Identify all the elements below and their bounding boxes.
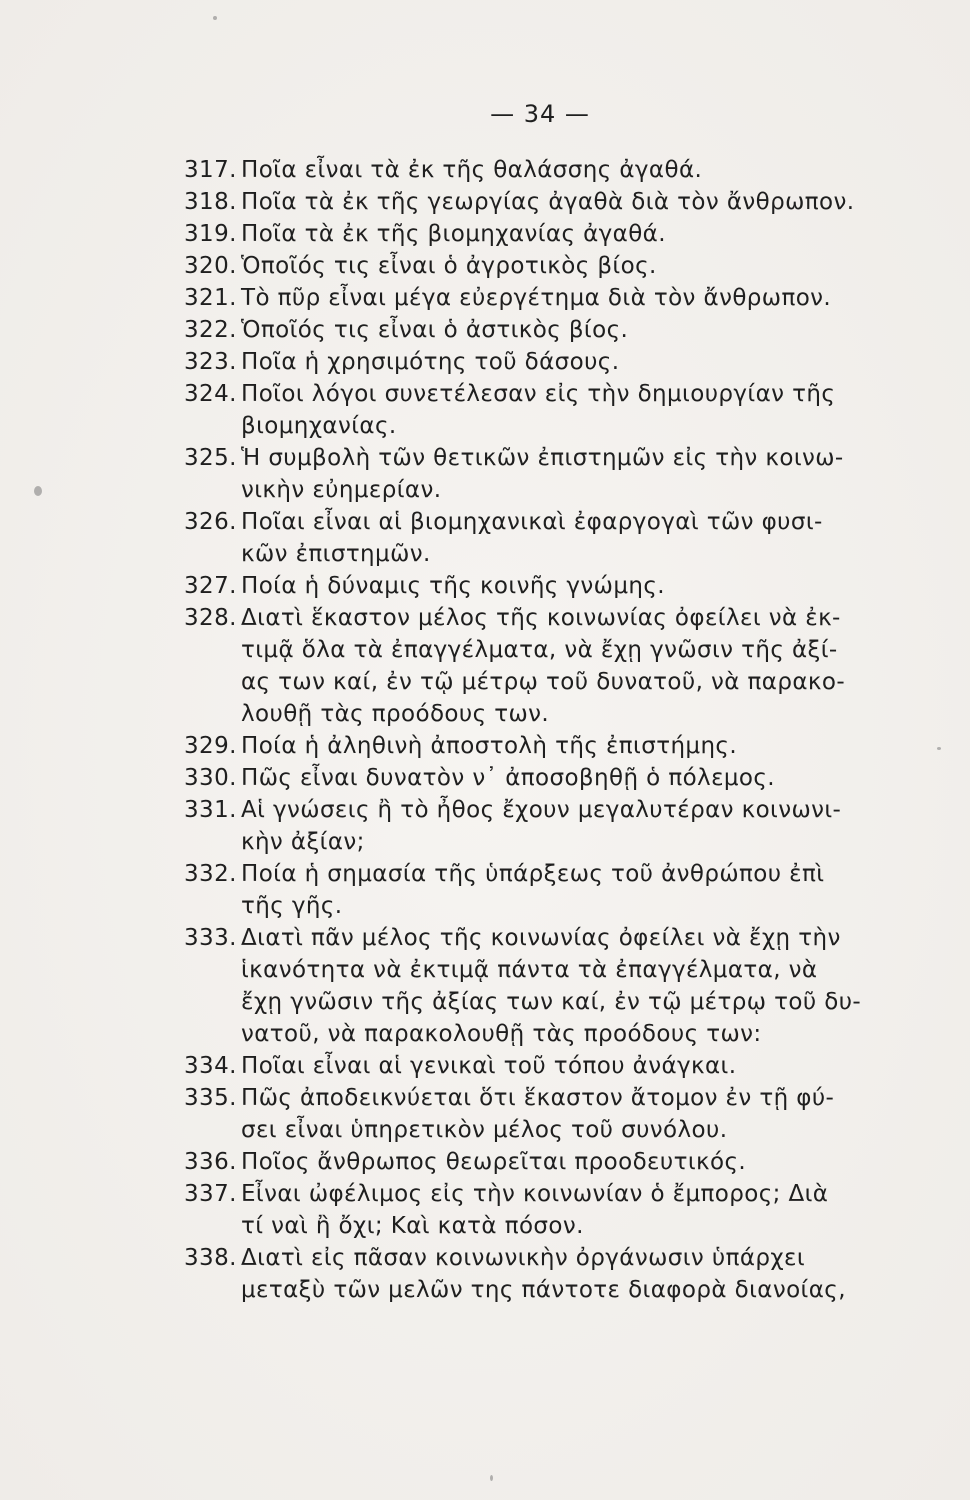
question-text [241, 794, 894, 858]
question-entry [184, 922, 894, 1050]
question-text [241, 1242, 894, 1306]
question-entry [184, 218, 894, 250]
page-number: — 34 — [490, 100, 590, 128]
question-text [241, 346, 894, 378]
question-text [241, 1082, 894, 1146]
question-text-line: Διατὶ εἰς πᾶσαν κοινωνικὴν ὀργάνωσιν ὑπάρχει [241, 1245, 806, 1271]
paper-speck [34, 486, 42, 496]
question-entry [184, 602, 894, 730]
question-entry [184, 346, 894, 378]
question-text-line: Ποῖοι λόγοι συνετέλεσαν εἰς τὴν δημιουργίαν τῆς [241, 381, 836, 407]
question-text-line: Εἶναι ὠφέλιμος εἰς τὴν κοινωνίαν ὁ ἔμπορος; Διὰ [241, 1181, 829, 1207]
question-entry [184, 570, 894, 602]
question-text [241, 186, 894, 218]
question-entry [184, 154, 894, 186]
question-text [241, 602, 894, 730]
question-entry [184, 250, 894, 282]
question-number: 321. [184, 285, 237, 311]
question-text [241, 762, 894, 794]
question-number: 327. [184, 573, 237, 599]
question-entry [184, 442, 894, 506]
question-text-line: Ὁποῖός τις εἶναι ὁ ἀγροτικὸς βίος. [241, 253, 657, 279]
question-number: 336. [184, 1149, 237, 1175]
question-text-line: κὴν ἀξίαν; [241, 829, 365, 855]
question-text [241, 1146, 894, 1178]
question-number: 330. [184, 765, 237, 791]
question-number: 334. [184, 1053, 237, 1079]
question-entry [184, 794, 894, 858]
question-number: 326. [184, 509, 237, 535]
question-number: 338. [184, 1245, 237, 1271]
question-text-line: Ποῖα τὰ ἐκ τῆς γεωργίας ἀγαθὰ διὰ τὸν ἄνθρωπον. [241, 189, 855, 215]
question-number: 322. [184, 317, 237, 343]
question-text-line: Ποία ἡ σημασία τῆς ὑπάρξεως τοῦ ἀνθρώπου ἐπὶ [241, 861, 825, 887]
question-entry [184, 378, 894, 442]
question-number: 331. [184, 797, 237, 823]
question-text [241, 506, 894, 570]
question-text-line: μεταξὺ τῶν μελῶν της πάντοτε διαφορὰ διανοίας, [241, 1277, 846, 1303]
question-text-line: Ποῖαι εἶναι αἱ βιομηχανικαὶ ἐφαργογαὶ τῶν φυσι- [241, 509, 823, 535]
question-entry [184, 282, 894, 314]
question-number: 337. [184, 1181, 237, 1207]
question-entry [184, 1082, 894, 1146]
question-text [241, 730, 894, 762]
question-text-line: νικὴν εὐημερίαν. [241, 477, 442, 503]
question-text [241, 858, 894, 922]
question-text-line: ἔχῃ γνῶσιν τῆς ἀξίας των καί, ἐν τῷ μέτρῳ τοῦ δυ- [241, 989, 862, 1015]
question-entry [184, 730, 894, 762]
question-text-line: κῶν ἐπιστημῶν. [241, 541, 431, 567]
question-text [241, 154, 894, 186]
question-text-line: Τὸ πῦρ εἶναι μέγα εὐεργέτημα διὰ τὸν ἄνθρωπον. [241, 285, 832, 311]
question-entry [184, 1242, 894, 1306]
question-text-line: ας των καί, ἐν τῷ μέτρῳ τοῦ δυνατοῦ, νὰ παρακο- [241, 669, 846, 695]
question-number: 333. [184, 925, 237, 951]
question-text [241, 250, 894, 282]
question-entry [184, 858, 894, 922]
question-text-line: Διατὶ ἕκαστον μέλος τῆς κοινωνίας ὀφείλει νὰ ἐκ- [241, 605, 841, 631]
question-text [241, 282, 894, 314]
question-entry [184, 314, 894, 346]
question-number: 318. [184, 189, 237, 215]
question-text-line: Ποία ἡ δύναμις τῆς κοινῆς γνώμης. [241, 573, 665, 599]
question-text [241, 570, 894, 602]
question-text-line: βιομηχανίας. [241, 413, 397, 439]
question-number: 332. [184, 861, 237, 887]
question-text [241, 1050, 894, 1082]
question-text-line: ἱκανότητα νὰ ἐκτιμᾷ πάντα τὰ ἐπαγγέλματα, νὰ [241, 957, 818, 983]
question-text-line: Ποία ἡ ἀληθινὴ ἀποστολὴ τῆς ἐπιστήμης. [241, 733, 738, 759]
question-text-line: τιμᾷ ὅλα τὰ ἐπαγγέλματα, νὰ ἔχῃ γνῶσιν τῆς ἀξί- [241, 637, 838, 663]
question-number: 329. [184, 733, 237, 759]
question-number: 317. [184, 157, 237, 183]
question-text-line: Αἱ γνώσεις ἢ τὸ ἦθος ἔχουν μεγαλυτέραν κοινωνι- [241, 797, 842, 823]
question-text-line: Ἡ συμβολὴ τῶν θετικῶν ἐπιστημῶν εἰς τὴν κοινω- [241, 445, 844, 471]
question-text-line: λουθῇ τὰς προόδους των. [241, 701, 550, 727]
question-text [241, 378, 894, 442]
question-entry [184, 186, 894, 218]
question-text-line: τῆς γῆς. [241, 893, 343, 919]
question-text-line: Ποῖος ἄνθρωπος θεωρεῖται προοδευτικός. [241, 1149, 747, 1175]
question-entry [184, 762, 894, 794]
question-text [241, 218, 894, 250]
question-number: 325. [184, 445, 237, 471]
question-number: 319. [184, 221, 237, 247]
question-entry [184, 506, 894, 570]
question-entry [184, 1050, 894, 1082]
question-text-line: Πῶς ἀποδεικνύεται ὅτι ἕκαστον ἄτομον ἐν τῇ φύ- [241, 1085, 835, 1111]
paper-speck [937, 747, 941, 750]
question-text-line: νατοῦ, νὰ παρακολουθῇ τὰς προόδους των: [241, 1021, 762, 1047]
question-text-line: Ποῖα εἶναι τὰ ἐκ τῆς θαλάσσης ἀγαθά. [241, 157, 703, 183]
paper-speck [490, 1475, 493, 1481]
question-text [241, 442, 894, 506]
question-text-line: σει εἶναι ὑπηρετικὸν μέλος τοῦ συνόλου. [241, 1117, 728, 1143]
question-text [241, 922, 894, 1050]
question-text [241, 1178, 894, 1242]
question-entry [184, 1146, 894, 1178]
paper-speck [213, 16, 217, 20]
question-number: 328. [184, 605, 237, 631]
question-text-line: τί ναὶ ἢ ὄχι; Καὶ κατὰ πόσον. [241, 1213, 584, 1239]
question-number: 320. [184, 253, 237, 279]
question-text [241, 314, 894, 346]
question-text-line: Ποῖαι εἶναι αἱ γενικαὶ τοῦ τόπου ἀνάγκαι. [241, 1053, 737, 1079]
question-entry [184, 1178, 894, 1242]
question-text-line: Ποῖα τὰ ἐκ τῆς βιομηχανίας ἀγαθά. [241, 221, 666, 247]
question-text-line: Διατὶ πᾶν μέλος τῆς κοινωνίας ὀφείλει νὰ ἔχῃ τὴν [241, 925, 841, 951]
question-number: 323. [184, 349, 237, 375]
question-number: 324. [184, 381, 237, 407]
question-text-line: Ὁποῖός τις εἶναι ὁ ἀστικὸς βίος. [241, 317, 629, 343]
question-number: 335. [184, 1085, 237, 1111]
question-text-line: Ποῖα ἡ χρησιμότης τοῦ δάσους. [241, 349, 620, 375]
question-list [184, 154, 894, 1306]
question-text-line: Πῶς εἶναι δυνατὸν ν᾽ ἀποσοβηθῇ ὁ πόλεμος. [241, 765, 776, 791]
